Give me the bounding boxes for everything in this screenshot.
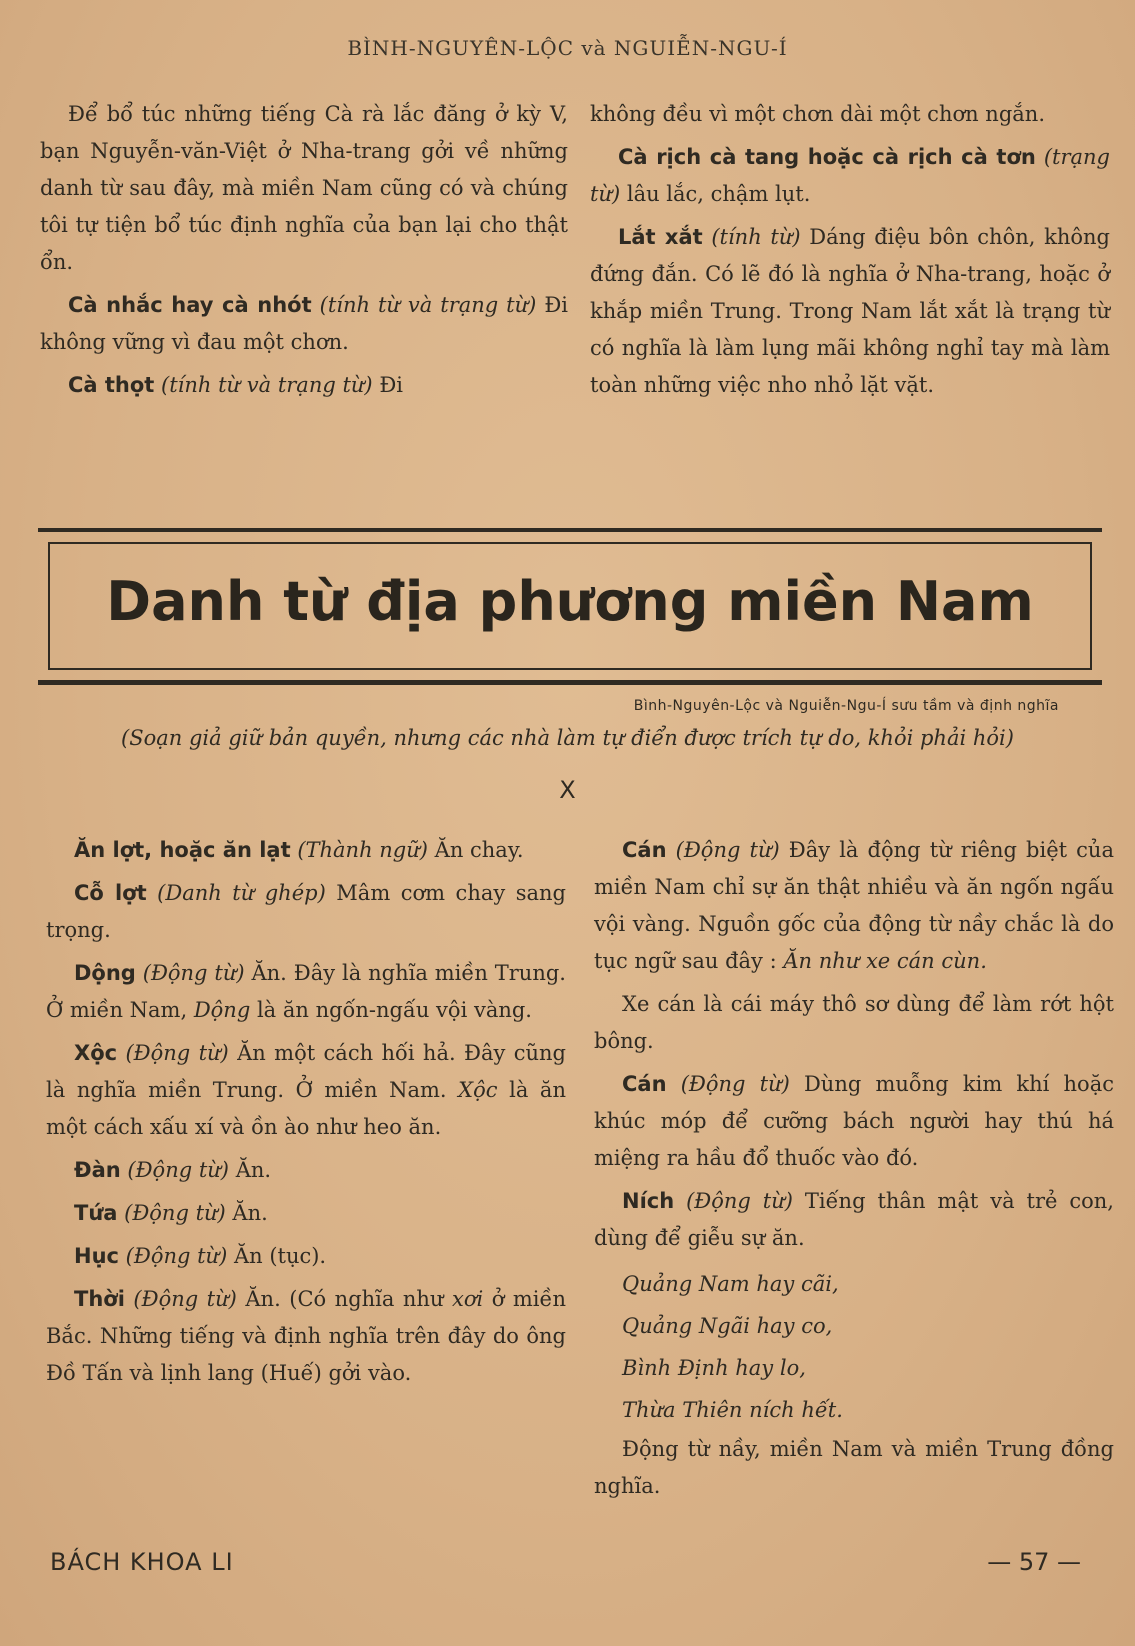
entry-definition: Ăn. (Có nghĩa như — [245, 1287, 444, 1311]
entry-ca-rich-ca-tang — [590, 139, 1110, 213]
entry-definition: Dùng muỗng kim khí hoặc khúc móp để cưỡng bách người hay thú há miệng ra hầu đổ thuốc vào đó. — [594, 1072, 1114, 1170]
entry-term: Thời — [74, 1287, 125, 1311]
entry-definition: Đây là động từ riêng biệt của miền Nam chỉ sự ăn thật nhiều và ăn ngốn ngấu vội vàng. Nguồn gốc của động từ nầy chắc là do tục ngữ sau đây : — [594, 838, 1114, 973]
entry-definition-cont: ở miền Bắc. Những tiếng và định nghĩa trên đây do ông Đồ Tấn và lịnh lang (Huế) gởi vào. — [46, 1287, 566, 1385]
closing-paragraph: Động từ nầy, miền Nam và miền Trung đồng nghĩa. — [594, 1437, 1114, 1498]
entry-definition-cont: là ăn một cách xấu xí và ồn ào như heo ăn. — [46, 1078, 566, 1139]
intro-paragraph: Để bổ túc những tiếng Cà rà lắc đăng ở kỳ V, bạn Nguyễn-văn-Việt ở Nha-trang gởi về những danh từ sau đây, mà miền Nam cũng có và chúng tôi tự tiện bổ túc định nghĩa của bạn lại cho thật ổn. — [40, 102, 568, 274]
entry-can-1 — [594, 832, 1114, 980]
column-top-right — [590, 96, 1110, 410]
entry-pos: (Động từ) — [680, 1072, 790, 1096]
entry-proverb: Ăn như xe cán cùn. — [783, 949, 987, 973]
entry-definition: Ăn. — [232, 1201, 268, 1225]
entry-can-2 — [594, 1066, 1114, 1177]
entry-definition: Dáng điệu bôn chôn, không đứng đắn. Có lẽ đó là nghĩa ở Nha-trang, hoặc ở khắp miền Trung. Trong Nam lắt xắt là trạng từ có nghĩa là làm lụng mãi không nghỉ tay mà làm toàn những việc nho nhỏ lặt vặt. — [590, 225, 1110, 397]
article-title: Danh từ địa phương miền Nam — [106, 570, 1034, 633]
entry-pos: (tính từ và trạng từ) — [319, 293, 537, 317]
entry-pos: (Động từ) — [124, 1201, 226, 1225]
entry-huc — [46, 1238, 566, 1275]
entry-dan — [46, 1152, 566, 1189]
entry-ca-nhac — [40, 287, 568, 361]
entry-pos: (Thành ngữ) — [297, 838, 428, 862]
entry-definition: Ăn. Đây là nghĩa miền Trung. Ở miền Nam, — [46, 961, 566, 1022]
entry-term: Tứa — [74, 1201, 118, 1225]
entry-tua — [46, 1195, 566, 1232]
entry-definition: Đi không vững vì đau một chơn. — [40, 293, 568, 354]
entry-definition: Ăn (tục). — [233, 1244, 327, 1268]
entry-term: Cỗ lợt — [74, 881, 147, 905]
verse-line: Quảng Nam hay cãi, — [622, 1272, 839, 1296]
entry-pos: (Động từ) — [125, 1041, 229, 1065]
entry-pos: (tính từ) — [711, 225, 801, 249]
byline: Bình-Nguyên-Lộc và Nguiễn-Ngu-Í sưu tầm và định nghĩa — [633, 698, 1059, 714]
entry-definition: lâu lắc, chậm lụt. — [626, 182, 811, 206]
column-bottom-right — [594, 832, 1114, 1511]
entry-lat-xat — [590, 219, 1110, 404]
entry-thoi — [46, 1281, 566, 1392]
verse-line: Quảng Ngãi hay co, — [622, 1314, 833, 1338]
entry-term: Đàn — [74, 1158, 121, 1182]
entry-italic-word: xơi — [452, 1287, 484, 1311]
entry-definition: Tiếng thân mật và trẻ con, dùng để giễu sự ăn. — [594, 1189, 1114, 1250]
entry-term: Dộng — [74, 961, 136, 985]
entry-pos: (Động từ) — [133, 1287, 237, 1311]
section-number: X — [559, 776, 576, 804]
entry-pos: (Động từ) — [125, 1244, 228, 1268]
entry-an-lot — [46, 832, 566, 869]
entry-pos: (trạng từ) — [590, 145, 1110, 206]
magazine-name: BÁCH KHOA LI — [50, 1548, 234, 1576]
entry-term: Ăn lợt, hoặc ăn lạt — [74, 838, 291, 862]
entry-nich — [594, 1183, 1114, 1257]
entry-definition: Ăn chay. — [434, 838, 524, 862]
entry-pos: (Động từ) — [127, 1158, 229, 1182]
entry-dong — [46, 955, 566, 1029]
title-frame — [38, 528, 1102, 685]
entry-pos: (tính từ và trạng từ) — [161, 373, 373, 397]
continued-definition: không đều vì một chơn dài một chơn ngắn. — [590, 102, 1045, 126]
entry-term: Xộc — [74, 1041, 118, 1065]
entry-pos: (Động từ) — [142, 961, 245, 985]
running-header: BÌNH-NGUYÊN-LỘC và NGUIỄN-NGU-Í — [347, 36, 788, 60]
entry-definition: Mâm cơm chay sang trọng. — [46, 881, 566, 942]
entry-ca-thot — [40, 367, 568, 404]
entry-can-note: Xe cán là cái máy thô sơ dùng để làm rớt hột bông. — [594, 992, 1114, 1053]
title-inner-frame — [48, 542, 1092, 670]
entry-pos: (Động từ) — [686, 1189, 793, 1213]
entry-co-lot — [46, 875, 566, 949]
verse-line: Bình Định hay lo, — [622, 1356, 806, 1380]
copyright-note: (Soạn giả giữ bản quyền, nhưng các nhà làm tự điển được trích tự do, khỏi phải hỏi) — [121, 726, 1014, 750]
entry-term: Cán — [622, 838, 667, 862]
entry-definition: Ăn một cách hối hả. Đây cũng là nghĩa miền Trung. Ở miền Nam. — [46, 1041, 566, 1102]
entry-xoc — [46, 1035, 566, 1146]
entry-definition: Đi — [379, 373, 403, 397]
entry-pos: (Danh từ ghép) — [157, 881, 326, 905]
page-number: — 57 — — [987, 1548, 1081, 1576]
verse-line: Thừa Thiên ních hết. — [622, 1398, 843, 1422]
column-bottom-left — [46, 832, 566, 1398]
entry-term: Ních — [622, 1189, 675, 1213]
column-top-left — [40, 96, 568, 410]
entry-term: Lắt xắt — [618, 225, 703, 249]
entry-term: Cán — [622, 1072, 667, 1096]
entry-term: Cà rịch cà tang hoặc cà rịch cà tơn — [618, 145, 1036, 169]
entry-term: Cà nhắc hay cà nhót — [68, 293, 312, 317]
entry-definition: Ăn. — [235, 1158, 272, 1182]
entry-pos: (Động từ) — [675, 838, 780, 862]
entry-term: Cà thọt — [68, 373, 155, 397]
entry-italic-word: Xộc — [458, 1078, 498, 1102]
entry-term: Hục — [74, 1244, 119, 1268]
entry-definition-cont: là ăn ngốn-ngấu vội vàng. — [256, 998, 532, 1022]
entry-italic-word: Dộng — [193, 998, 251, 1022]
